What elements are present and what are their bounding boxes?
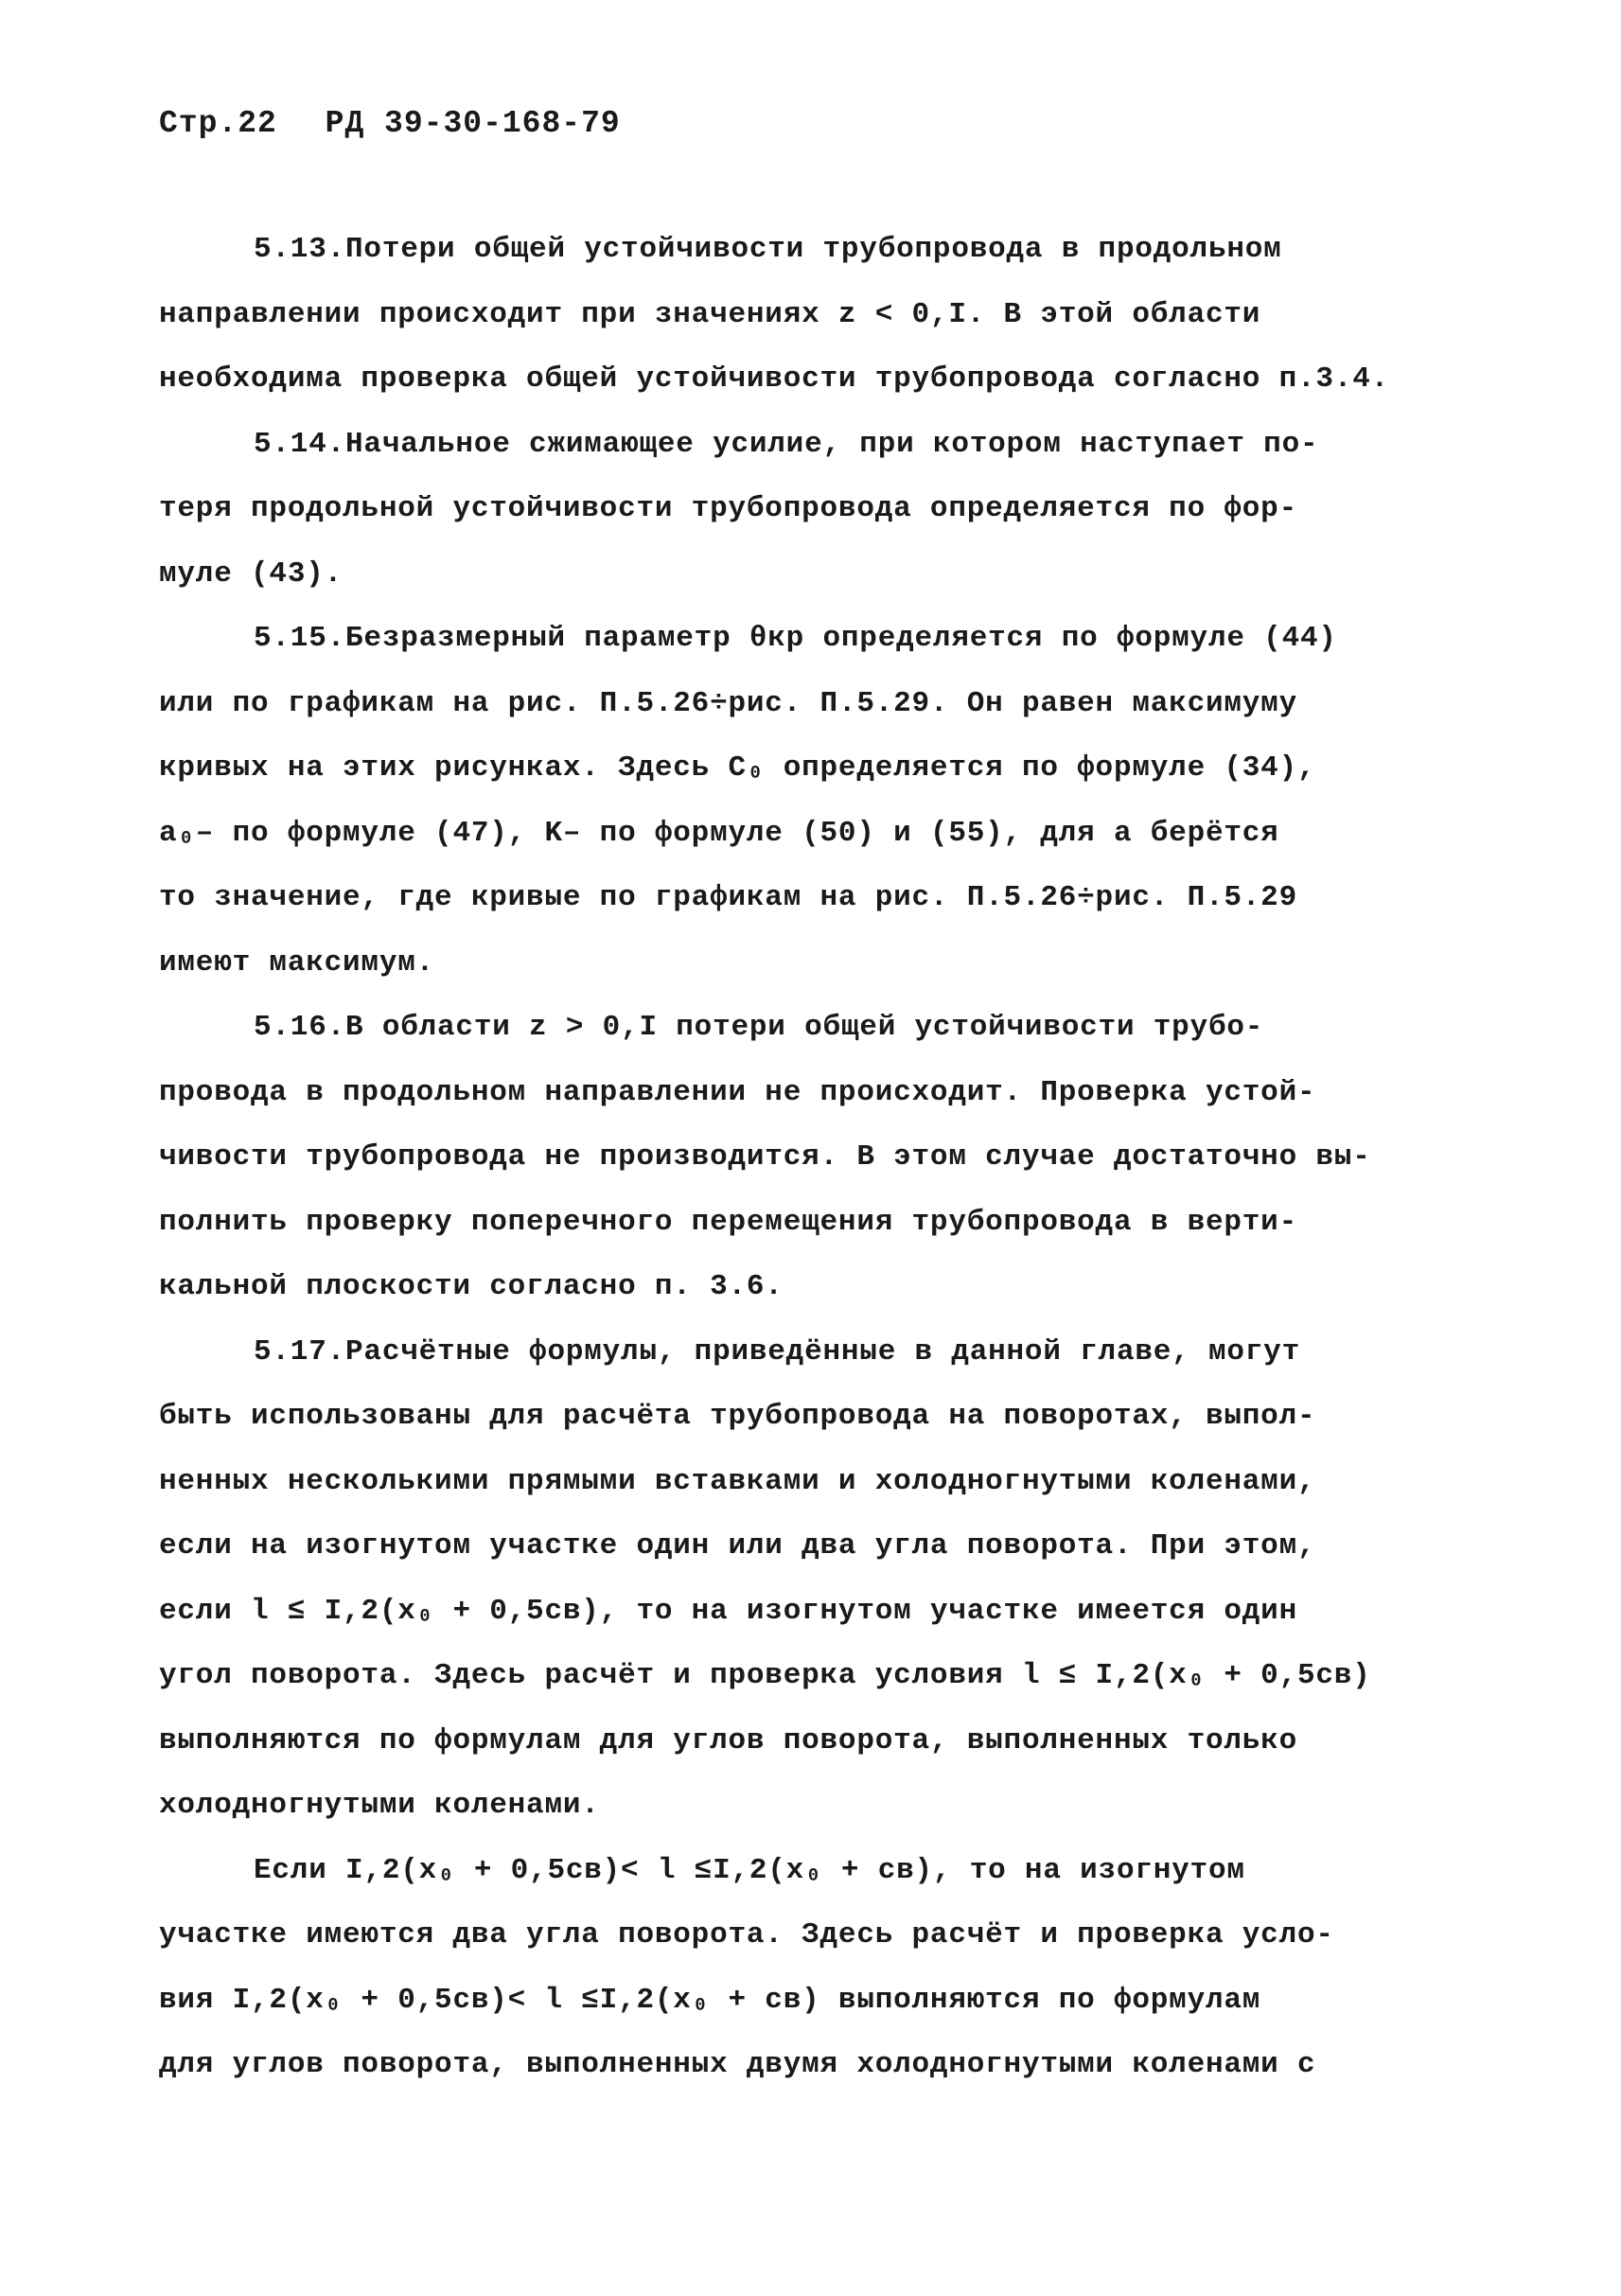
text-line: направлении происходит при значениях z < 0,I. В этой области [159, 297, 1261, 331]
document-body [159, 218, 1465, 2098]
text-line: провода в продольном направлении не происходит. Проверка устой- [159, 1075, 1316, 1109]
text-line: 5.15.Безразмерный параметр θкр определяется по формуле (44) [254, 622, 1337, 655]
text-line: имеют максимум. [159, 945, 435, 980]
text-line: то значение, где кривые по графикам на рис. П.5.26÷рис. П.5.29 [159, 881, 1297, 914]
text-line: чивости трубопровода не производится. В этом случае достаточно вы- [159, 1140, 1371, 1174]
text-line: для углов поворота, выполненных двумя холодногнутыми коленами с [159, 2048, 1316, 2081]
text-line: Если I,2(x₀ + 0,5cв)< l ≤I,2(x₀ + cв), то на изогнутом [254, 1853, 1245, 1887]
text-line: участке имеются два угла поворота. Здесь расчёт и проверка усло- [159, 1918, 1334, 1952]
text-line: вия I,2(x₀ + 0,5cв)< l ≤I,2(x₀ + cв) выполняются по формулам [159, 1983, 1261, 2017]
text-line: угол поворота. Здесь расчёт и проверка условия l ≤ I,2(x₀ + 0,5cв) [159, 1659, 1371, 1692]
text-line: необходима проверка общей устойчивости трубопровода согласно п.3.4. [159, 362, 1390, 396]
text-line: быть использованы для расчёта трубопровода на поворотах, выпол- [159, 1400, 1316, 1433]
text-line: кривых на этих рисунках. Здесь С₀ определяется по формуле (34), [159, 751, 1316, 785]
page-header [159, 106, 621, 141]
page-number: Стр.22 [159, 106, 277, 141]
text-line: холодногнутыми коленами. [159, 1789, 600, 1822]
document-code: РД 39-30-168-79 [325, 106, 621, 141]
text-line: ненных несколькими прямыми вставками и холодногнутыми коленами, [159, 1464, 1316, 1498]
text-line: или по графикам на рис. П.5.26÷рис. П.5.29. Он равен максимуму [159, 686, 1297, 720]
text-line: теря продольной устойчивости трубопровода определяется по фор- [159, 492, 1297, 525]
text-line: если на изогнутом участке один или два угла поворота. При этом, [159, 1529, 1316, 1563]
text-line: a₀– по формуле (47), K– по формуле (50) и (55), для a берётся [159, 816, 1279, 850]
text-line: 5.17.Расчётные формулы, приведённые в данной главе, могут [254, 1334, 1300, 1369]
text-line: муле (43). [159, 556, 344, 591]
text-line: 5.16.В области z > 0,I потери общей устойчивости трубо- [254, 1011, 1264, 1044]
text-line: 5.14.Начальное сжимающее усилие, при котором наступает по- [254, 427, 1319, 461]
text-line: выполняются по формулам для углов поворота, выполненных только [159, 1723, 1297, 1757]
text-line: если l ≤ I,2(x₀ + 0,5cв), то на изогнутом участке имеется один [159, 1594, 1297, 1628]
text-line: 5.13.Потери общей устойчивости трубопровода в продольном [254, 233, 1282, 266]
text-line: полнить проверку поперечного перемещения трубопровода в верти- [159, 1205, 1297, 1239]
text-line: кальной плоскости согласно п. 3.6. [159, 1270, 784, 1303]
